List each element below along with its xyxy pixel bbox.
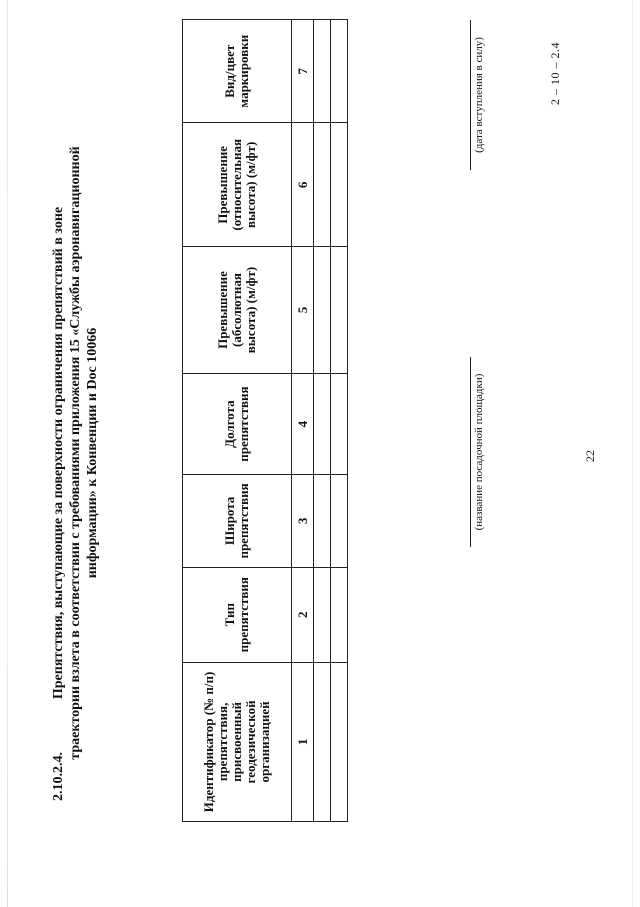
document-code: 2 – 10 – 2.4 bbox=[548, 42, 562, 105]
header-obstacle-type: Тип препятствия bbox=[183, 567, 292, 662]
header-marking: Вид/цвет маркировки bbox=[183, 20, 292, 123]
table-cell bbox=[314, 567, 331, 662]
table-cell bbox=[331, 373, 348, 474]
column-number: 4 bbox=[292, 373, 314, 474]
page-number: 22 bbox=[583, 450, 597, 462]
table-cell bbox=[331, 247, 348, 374]
column-number: 7 bbox=[292, 20, 314, 123]
table-cell bbox=[331, 662, 348, 821]
table-row bbox=[331, 20, 348, 822]
effective-date-caption: (дата вступления в силу) bbox=[473, 37, 485, 153]
table-cell bbox=[314, 20, 331, 123]
header-absolute-elevation: Превышение (абсолютная высота) (м/фт) bbox=[183, 247, 292, 374]
table-cell bbox=[314, 247, 331, 374]
section-number: 2.10.2.4. bbox=[51, 752, 66, 801]
table-cell bbox=[314, 123, 331, 247]
table-cell bbox=[314, 475, 331, 567]
table-cell bbox=[314, 662, 331, 821]
heading-line-1: Препятствия, выступающие за поверхности ограничения препятствий в зоне bbox=[51, 206, 66, 700]
column-number: 1 bbox=[292, 662, 314, 821]
table-cell bbox=[331, 20, 348, 123]
table-header-row bbox=[183, 20, 292, 822]
table-row bbox=[314, 20, 331, 822]
table-cell bbox=[331, 567, 348, 662]
effective-date-field bbox=[470, 20, 485, 170]
signature-line bbox=[470, 20, 471, 170]
aerodrome-name-field bbox=[470, 357, 485, 547]
column-number: 2 bbox=[292, 567, 314, 662]
heading-line-3: информации» к Конвенции и Doc 10066 bbox=[85, 327, 100, 579]
header-longitude: Долгота препятствия bbox=[183, 373, 292, 474]
heading-line-2: траектории взлета в соответствии с требованиями приложения 15 «Службы аэронавигационной bbox=[68, 146, 83, 760]
table-cell bbox=[331, 123, 348, 247]
signature-line bbox=[470, 357, 471, 547]
column-number-row bbox=[292, 20, 314, 822]
table-cell bbox=[314, 373, 331, 474]
aerodrome-name-caption: (название посадочной площадки) bbox=[473, 373, 485, 531]
table-cell bbox=[331, 475, 348, 567]
column-number: 6 bbox=[292, 123, 314, 247]
section-heading bbox=[50, 103, 101, 803]
column-number: 3 bbox=[292, 475, 314, 567]
obstacles-table bbox=[182, 19, 348, 822]
header-latitude: Широта препятствия bbox=[183, 475, 292, 567]
header-identifier: Идентификатор (№ п/п) препятствия, присвоенный геодезической организацией bbox=[183, 662, 292, 821]
column-number: 5 bbox=[292, 247, 314, 374]
header-relative-elevation: Превышение (относительная высота) (м/фт) bbox=[183, 123, 292, 247]
